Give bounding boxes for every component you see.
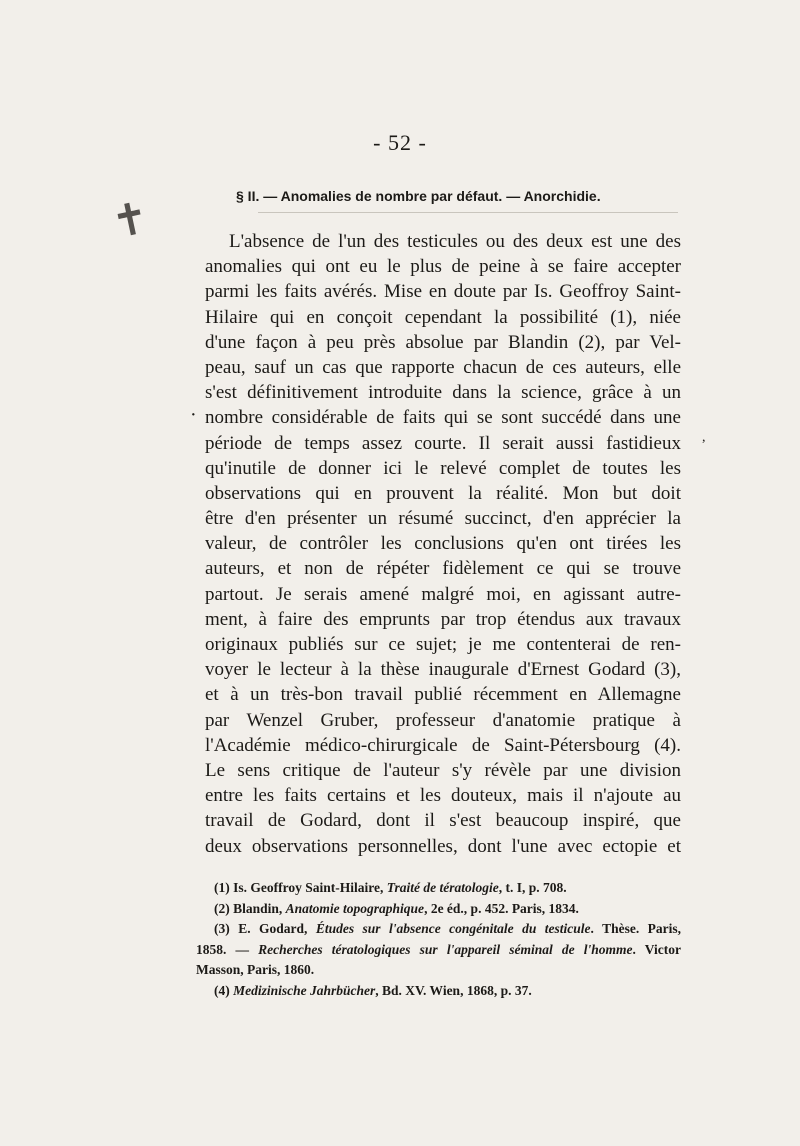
footnote-number: (4) xyxy=(214,982,230,998)
body-line: peau, sauf un cas que rapporte chacun de ces auteurs, elle xyxy=(205,356,681,378)
footnote-details: . Thèse. Paris, xyxy=(590,921,682,937)
footnote-details: . Victor xyxy=(632,941,681,957)
body-line: Le sens critique de l'auteur s'y révèle par une division xyxy=(205,759,681,781)
footnote-number: (1) xyxy=(214,880,230,895)
footnote-year: 1858. — xyxy=(196,941,250,957)
body-line: anomalies qui ont eu le plus de peine à se faire accepter xyxy=(205,256,681,278)
footnote-work-title: Anatomie topographique xyxy=(285,900,425,916)
body-line: Hilaire qui en conçoit cependant la possibilité (1), niée xyxy=(205,306,681,328)
footnotes xyxy=(196,878,681,1002)
footnote-number: (2) xyxy=(214,900,230,916)
section-heading: § II. — Anomalies de nombre par défaut. — Anorchidie. xyxy=(236,188,601,204)
body-line: L'absence de l'un des testicules ou des deux est une des xyxy=(229,231,681,252)
body-line: ment, à faire des emprunts par trop étendus aux travaux xyxy=(205,608,681,630)
body-text xyxy=(205,229,681,859)
body-line: valeur, de contrôler les conclusions qu'en ont tirées les xyxy=(205,533,681,555)
footnote-details: , Bd. XV. Wien, 1868, p. 37. xyxy=(375,982,532,998)
ink-tick-mark: , xyxy=(702,430,706,445)
footnote-4 xyxy=(196,981,681,1002)
body-line: partout. Je serais amené malgré moi, en agissant autre- xyxy=(205,583,681,605)
footnote-details: , 2e éd., p. 452. Paris, 1834. xyxy=(424,900,579,916)
body-line: l'Académie médico-chirurgicale de Saint-Pétersbourg (4). xyxy=(205,734,681,756)
footnote-author: Blandin, xyxy=(233,900,283,916)
footnote-2 xyxy=(196,899,681,920)
footnote-number: (3) xyxy=(214,921,230,937)
footnote-author: E. Godard, xyxy=(238,921,308,937)
footnote-1 xyxy=(196,878,681,899)
body-line: et à un très-bon travail publié récemment en Allemagne xyxy=(205,684,681,706)
body-line: d'une façon à peu près absolue par Blandin (2), par Vel- xyxy=(205,331,681,353)
body-line: entre les faits certains et les douteux, mais il n'ajoute au xyxy=(205,785,681,807)
footnote-3 xyxy=(196,919,681,940)
body-line: travail de Godard, dont il s'est beaucoup inspiré, que xyxy=(205,810,681,832)
body-line: observations qui en prouvent la réalité. Mon but doit xyxy=(205,482,681,504)
heading-underline xyxy=(258,212,678,213)
body-line: auteurs, et non de répéter fidèlement ce qui se trouve xyxy=(205,558,681,580)
footnote-author: Is. Geoffroy Saint-Hilaire, xyxy=(233,880,384,895)
body-line: parmi les faits avérés. Mise en doute par Is. Geoffroy Saint- xyxy=(205,281,681,303)
footnote-3-publisher: Masson, Paris, 1860. xyxy=(196,962,315,978)
footnote-work-title: Études sur l'absence congénitale du testicule xyxy=(315,921,591,937)
footnote-work-title: Traité de tératologie xyxy=(386,880,499,895)
body-line: s'est définitivement introduite dans la science, grâce à un xyxy=(205,382,681,404)
body-line: qu'inutile de donner ici le relevé complet de toutes les xyxy=(205,457,681,479)
body-line: période de temps assez courte. Il serait aussi fastidieux xyxy=(205,432,681,454)
body-line: nombre considérable de faits qui se sont succédé dans une xyxy=(205,407,681,429)
body-line: deux observations personnelles, dont l'une avec ectopie et xyxy=(205,835,681,857)
body-line: originaux publiés sur ce sujet; je me contenterai de ren- xyxy=(205,634,681,655)
ink-dot-mark: · xyxy=(190,404,197,426)
body-line: voyer le lecteur à la thèse inaugurale d'Ernest Godard (3), xyxy=(205,659,681,681)
page-number: - 52 - xyxy=(373,130,427,155)
body-line: être d'en présenter un résumé succinct, d'en apprécier la xyxy=(205,508,681,530)
handwritten-margin-mark: ✝ xyxy=(107,191,154,250)
footnote-details: , t. I, p. 708. xyxy=(498,880,567,895)
footnote-work-title: Medizinische Jahrbücher xyxy=(233,982,376,998)
footnote-3-continued xyxy=(196,940,681,961)
body-line: par Wenzel Gruber, professeur d'anatomie pratique à xyxy=(205,709,681,731)
footnote-work-title: Recherches tératologiques sur l'appareil séminal de l'homme xyxy=(258,941,633,957)
